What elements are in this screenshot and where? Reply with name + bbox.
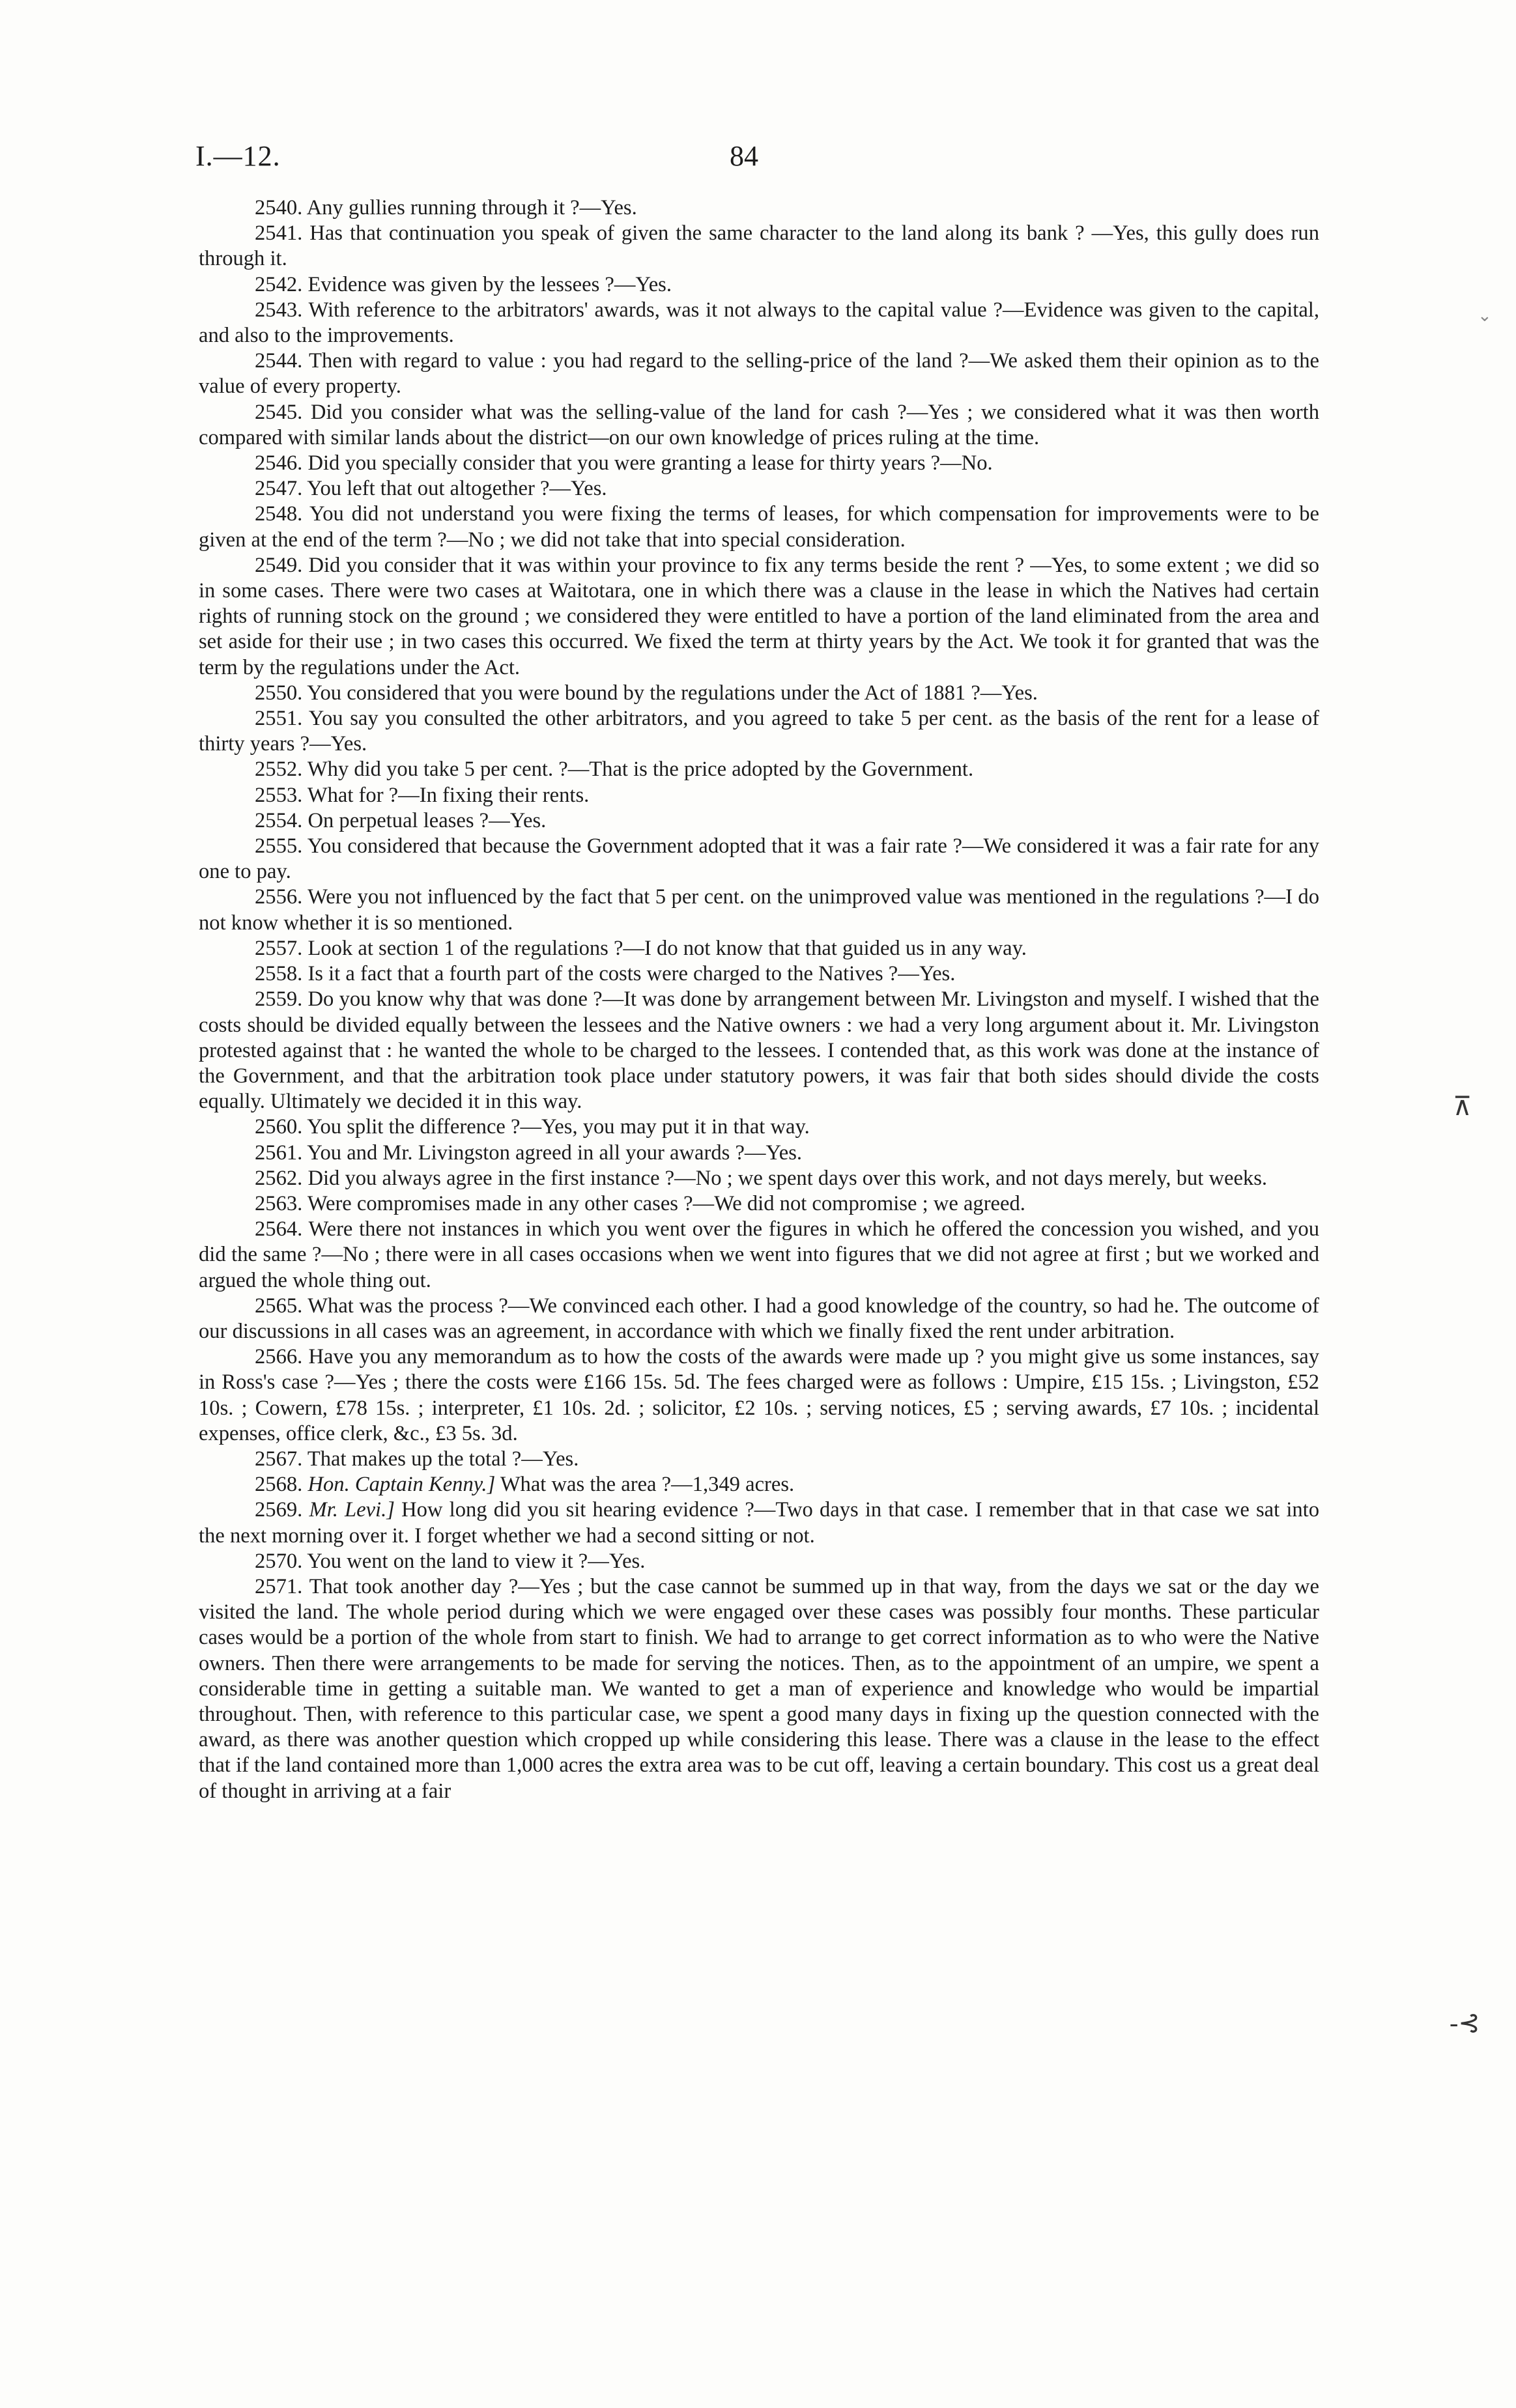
paragraph-2562: 2562. Did you always agree in the first instance ?—No ; we spent days over this work, and not days merely, but weeks. (255, 1166, 1268, 1190)
paragraph-2568 (199, 1472, 1319, 1497)
paragraph-2544: 2544. Then with regard to value : you had regard to the selling-price of the land ?—We asked them their opinion as to the value of every property. (199, 349, 1319, 399)
margin-mark: ⌄ (1478, 306, 1492, 325)
paragraph-2558: 2558. Is it a fact that a fourth part of the costs were charged to the Natives ?—Yes. (255, 962, 956, 986)
paragraph-2549: 2549. Did you consider that it was within your province to fix any terms beside the rent ? —Yes, to some extent ; we did so in some cases. There were two cases at Waitotara, one in which there was a clause in the lease in which the Natives had certain rights of running stock on the ground ; we considered they were entitled to have a portion of the land eliminated from the area and set aside for their use ; in two cases this occurred. We fixed the term at thirty years by the Act. We took it for granted that was the term by the regulations under the Act. (199, 553, 1319, 679)
page-number: 84 (730, 140, 758, 172)
paragraph-2563: 2563. Were compromises made in any other cases ?—We did not compromise ; we agreed. (255, 1191, 1025, 1215)
document-reference: I.—12. (195, 140, 281, 172)
question-number: 2569. (255, 1498, 303, 1522)
paragraph-2560: 2560. You split the difference ?—Yes, you may put it in that way. (255, 1115, 810, 1139)
paragraph-2564: 2564. Were there not instances in which you went over the figures in which he offered the concession you wished, and you did the same ?—No ; there were in all cases occasions when we went into figures that we did not agree at first ; but we worked and argued the whole thing out. (199, 1217, 1319, 1292)
question-text: How long did you sit hearing evidence ?—Two days in that case. I remember that in that case we sat into the next morning over it. I forget whether we had a second sitting or not. (199, 1498, 1319, 1548)
paragraph-2541: 2541. Has that continuation you speak of given the same character to the land along its bank ? —Yes, this gully does run through it. (199, 221, 1319, 271)
paragraph-2557: 2557. Look at section 1 of the regulations ?—I do not know that that guided us in any way. (255, 936, 1027, 960)
margin-mark: ⊼ (1453, 1092, 1472, 1121)
paragraph-2552: 2552. Why did you take 5 per cent. ?—That is the price adopted by the Government. (255, 758, 974, 782)
paragraph-2555: 2555. You considered that because the Government adopted that it was a fair rate ?—We considered it was a fair rate for any one to pay. (199, 834, 1319, 884)
paragraph-2569 (199, 1497, 1319, 1548)
paragraph-2561: 2561. You and Mr. Livingston agreed in all your awards ?—Yes. (255, 1140, 803, 1165)
paragraph-2551: 2551. You say you consulted the other arbitrators, and you agreed to take 5 per cent. as the basis of the rent for a lease of thirty years ?—Yes. (199, 707, 1319, 756)
paragraph-2545: 2545. Did you consider what was the selling-value of the land for cash ?—Yes ; we considered what it was then worth compared with similar lands about the district—on our own knowledge of prices ruling at the time. (199, 400, 1319, 449)
paragraph-2547: 2547. You left that out altogether ?—Yes. (255, 477, 607, 501)
margin-mark: -⊰ (1450, 2008, 1480, 2037)
paragraph-2570: 2570. You went on the land to view it ?—Yes. (255, 1549, 646, 1573)
paragraph-2550: 2550. You considered that you were bound by the regulations under the Act of 1881 ?—Yes. (255, 681, 1038, 705)
paragraph-2548: 2548. You did not understand you were fixing the terms of leases, for which compensation for improvements were to be given at the end of the term ?—No ; we did not take that into special consideration. (199, 502, 1319, 552)
speaker-name: Mr. Levi.] (309, 1498, 395, 1522)
speaker-name: Hon. Captain Kenny.] (307, 1473, 496, 1497)
paragraph-2540: 2540. Any gullies running through it ?—Yes. (255, 196, 637, 220)
paragraph-2554: 2554. On perpetual leases ?—Yes. (255, 808, 547, 832)
question-number: 2568. (255, 1473, 303, 1497)
paragraph-2543: 2543. With reference to the arbitrators' awards, was it not always to the capital value ?—Evidence was given to the capital, and also to the improvements. (199, 298, 1319, 348)
paragraph-2566: 2566. Have you any memorandum as to how the costs of the awards were made up ? you might give us some instances, say in Ross's case ?—Yes ; there the costs were £166 15s. 5d. The fees charged were as follows : Umpire, £15 15s. ; Livingston, £52 10s. ; Cowern, £78 15s. ; interpreter, £1 10s. 2d. ; solicitor, £2 10s. ; serving notices, £5 ; serving awards, £7 10s. ; incidental expenses, office clerk, &c., £3 5s. 3d. (199, 1345, 1319, 1445)
paragraph-2559: 2559. Do you know why that was done ?—It was done by arrangement between Mr. Livingston and myself. I wished that the costs should be divided equally between the lessees and the Native owners : we had a very long argument about it. Mr. Livingston protested against that : he wanted the whole to be charged to the lessees. I contended that, as this work was done at the instance of the Government, and that the arbitration took place under statutory powers, it was fair that both sides should divide the costs equally. Ultimately we decided it in this way. (199, 987, 1319, 1114)
question-text: What was the area ?—1,349 acres. (500, 1473, 795, 1497)
page-header (195, 139, 1323, 178)
testimony-text (199, 195, 1319, 1804)
paragraph-2571: 2571. That took another day ?—Yes ; but the case cannot be summed up in that way, from the days we sat or the day we visited the land. The whole period during which we were engaged over these cases was possibly four months. These particular cases would be a portion of the whole from start to finish. We had to arrange to get correct information as to who were the Native owners. Then there were arrangements to be made for serving the notices. Then, as to the appointment of an umpire, we spent a considerable time in getting a suitable man. We wanted to get a man of experience and knowledge who would be impartial throughout. Then, with reference to this particular case, we spent a good many days in fixing up the question connected with the award, as there was another question which cropped up while considering this lease. There was a clause in the lease to the effect that if the land contained more than 1,000 acres the extra area was to be cut off, leaving a certain boundary. This cost us a great deal of thought in arriving at a fair (199, 1574, 1319, 1803)
paragraph-2565: 2565. What was the process ?—We convinced each other. I had a good knowledge of the country, so had he. The outcome of our discussions in all cases was an agreement, in accordance with which we finally fixed the rent under arbitration. (199, 1294, 1319, 1343)
paragraph-2567: 2567. That makes up the total ?—Yes. (255, 1447, 579, 1471)
paragraph-2556: 2556. Were you not influenced by the fact that 5 per cent. on the unimproved value was mentioned in the regulations ?—I do not know whether it is so mentioned. (199, 885, 1319, 935)
paragraph-2546: 2546. Did you specially consider that you were granting a lease for thirty years ?—No. (255, 451, 993, 475)
paragraph-2553: 2553. What for ?—In fixing their rents. (255, 783, 590, 807)
paragraph-2542: 2542. Evidence was given by the lessees ?—Yes. (255, 272, 672, 296)
